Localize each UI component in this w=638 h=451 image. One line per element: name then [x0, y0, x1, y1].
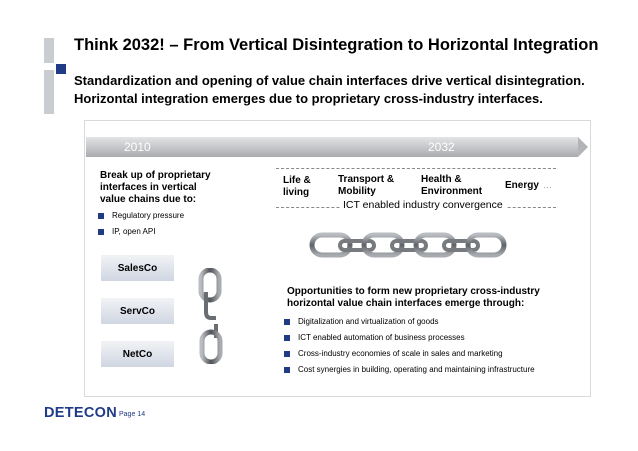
- industry-label: Life &: [283, 175, 311, 186]
- page-number-value: 14: [137, 411, 146, 418]
- bullet-text: ICT enabled automation of business processes: [298, 333, 465, 342]
- page-number: [119, 411, 145, 418]
- bullet-square-icon: [284, 335, 290, 341]
- right-heading-line: horizontal value chain interfaces emerge through:: [287, 298, 525, 309]
- bullet-square-icon: [98, 213, 104, 219]
- left-heading: [100, 170, 230, 206]
- horizontal-chain-icon: [309, 229, 509, 261]
- accent-bar-top: [44, 38, 54, 63]
- bullet-square-icon: [284, 319, 290, 325]
- bullet-square-icon: [284, 351, 290, 357]
- industry-transport-mobility: [338, 174, 394, 198]
- right-heading: [287, 286, 577, 310]
- right-heading-line: Opportunities to form new proprietary cross-industry: [287, 286, 540, 297]
- industry-label: Environment: [421, 186, 483, 197]
- left-heading-line: value chains due to:: [100, 194, 197, 205]
- subtitle-line-2: Horizontal integration emerges due to proprietary cross-industry interfaces.: [74, 91, 543, 106]
- list-item: [284, 314, 535, 330]
- industry-label: Transport &: [338, 174, 395, 185]
- salesco-box: SalesCo: [101, 255, 174, 281]
- accent-bar-bottom: [44, 70, 54, 114]
- netco-box: NetCo: [101, 341, 174, 367]
- timeline-arrow: [86, 137, 578, 157]
- slide-title: Think 2032! – From Vertical Disintegration to Horizontal Integration: [74, 36, 599, 54]
- accent-square: [56, 64, 66, 74]
- slide-subtitle: [74, 72, 614, 108]
- timeline-end-year: 2032: [428, 140, 455, 154]
- industry-label: Health &: [421, 174, 462, 185]
- right-bullet-list: [284, 314, 535, 378]
- industry-label: Mobility: [338, 186, 376, 197]
- servco-box: ServCo: [101, 298, 174, 324]
- list-item: [284, 362, 535, 378]
- bullet-square-icon: [98, 229, 104, 235]
- industry-health-environment: [421, 174, 482, 198]
- detecon-logo: DETECON: [44, 405, 117, 421]
- bullet-text: Cost synergies in building, operating and maintaining infrastructure: [298, 365, 535, 374]
- convergence-label: ICT enabled industry convergence: [340, 199, 506, 211]
- bullet-square-icon: [284, 367, 290, 373]
- broken-vertical-chain-icon: [194, 268, 228, 364]
- list-item: [98, 224, 184, 240]
- left-bullet-list: [98, 208, 184, 240]
- bullet-text: Regulatory pressure: [112, 211, 185, 220]
- list-item: [284, 330, 535, 346]
- industry-label: living: [283, 187, 310, 198]
- page-prefix: Page: [119, 411, 136, 418]
- industry-energy: Energy: [505, 180, 539, 191]
- left-heading-line: interfaces in vertical: [100, 182, 197, 193]
- list-item: [284, 346, 535, 362]
- industry-more-ellipsis: …: [543, 180, 552, 190]
- bullet-text: Digitalization and virtualization of goods: [298, 317, 439, 326]
- timeline-start-year: 2010: [124, 140, 151, 154]
- list-item: [98, 208, 184, 224]
- timeline-arrowhead: [578, 137, 588, 157]
- bullet-text: IP, open API: [112, 227, 156, 236]
- subtitle-line-1: Standardization and opening of value chain interfaces drive vertical disintegration.: [74, 73, 585, 88]
- left-heading-line: Break up of proprietary: [100, 170, 211, 181]
- bullet-text: Cross-industry economies of scale in sales and marketing: [298, 349, 503, 358]
- industry-life-living: [283, 175, 311, 199]
